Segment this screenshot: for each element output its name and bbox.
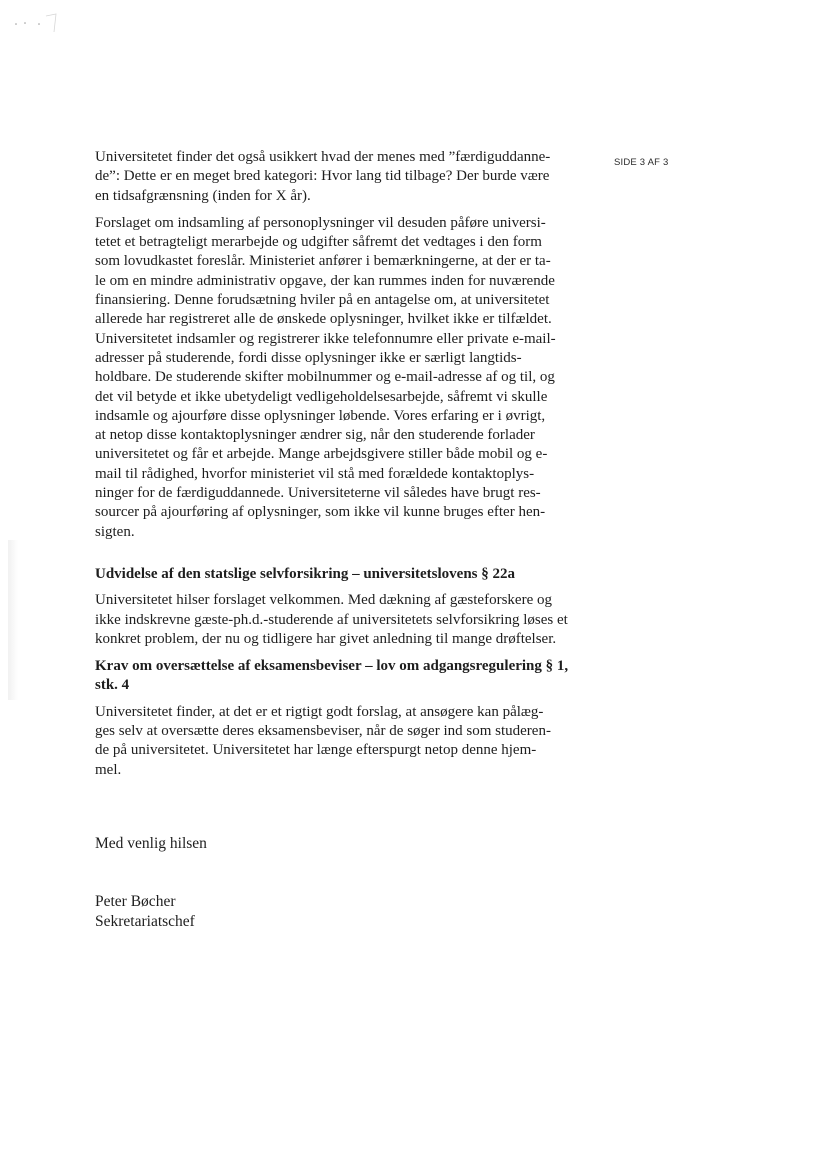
closing-greeting: Med venlig hilsen (95, 835, 207, 852)
text-line: det vil betyde et ikke ubetydeligt vedligeholdelsesarbejde, såfremt vi skulle (95, 388, 548, 405)
text-line: som lovudkastet foreslår. Ministeriet anfører i bemærkningerne, at der er ta- (95, 253, 551, 270)
signatory-title: Sekretariatschef (95, 913, 195, 930)
signatory-name: Peter Bøcher (95, 893, 176, 910)
paragraph-personal-data (95, 214, 585, 542)
paragraph-definition-concern (95, 148, 585, 206)
text-line: sourcer på ajourføring af oplysninger, som ikke vil kunne bruges efter hen- (95, 504, 546, 521)
text-line: en tidsafgrænsning (inden for X år). (95, 187, 311, 204)
text-line: allerede har registreret alle de ønskede oplysninger, hvilket ikke er tilfældet. (95, 311, 552, 328)
text-line: de”: Dette er en meget bred kategori: Hvor lang tid tilbage? Der burde være (95, 168, 550, 185)
text-line: konkret problem, der nu og tidligere har givet anledning til mange drøftelser. (95, 630, 557, 647)
text-line: Universitetet finder, at det er et rigtigt godt forslag, at ansøgere kan pålæg- (95, 703, 544, 720)
section-spacer (95, 550, 585, 565)
text-line: Universitetet indsamler og registrerer ikke telefonnumre eller private e-mail- (95, 330, 556, 347)
text-line: indsamle og ajourføre disse oplysninger løbende. Vores erfaring er i øvrigt, (95, 407, 546, 424)
text-line: le om en mindre administrativ opgave, der kan rummes inden for nuværende (95, 272, 555, 289)
signature-block (95, 892, 195, 932)
section-heading-self-insurance: Udvidelse af den statslige selvforsikring – universitetslovens § 22a (95, 565, 515, 582)
section-heading-translation (95, 657, 585, 696)
text-line: sigten. (95, 523, 135, 540)
text-line: Universitetet finder det også usikkert hvad der menes med ”færdiguddanne- (95, 149, 551, 165)
text-line: ges selv at oversætte deres eksamensbeviser, når de søger ind som studeren- (95, 723, 551, 740)
text-line: mel. (95, 761, 122, 778)
text-line: Universitetet hilser forslaget velkommen. Med dækning af gæsteforskere og (95, 592, 552, 609)
text-line: adresser på studerende, fordi disse oplysninger ikke er særligt langtids- (95, 349, 522, 366)
heading-line: Krav om oversættelse af eksamensbeviser – lov om adgangsregulering § 1, (95, 658, 569, 675)
text-line: holdbare. De studerende skifter mobilnummer og e-mail-adresse af og til, og (95, 369, 555, 386)
paragraph-self-insurance (95, 591, 585, 649)
scan-edge-shadow (8, 540, 18, 700)
letter-body (95, 148, 585, 788)
text-line: tetet et betragteligt merarbejde og udgifter såfremt det vedtages i den form (95, 234, 542, 251)
text-line: finansiering. Denne forudsætning hviler på en antagelse om, at universitetet (95, 292, 550, 309)
scan-artifact-marks (12, 10, 62, 34)
heading-line: stk. 4 (95, 677, 130, 694)
text-line: mail til rådighed, hvorfor ministeriet vil stå med forældede kontaktoplys- (95, 465, 535, 482)
text-line: Forslaget om indsamling af personoplysninger vil desuden påføre universi- (95, 214, 546, 231)
page-number: SIDE 3 AF 3 (614, 157, 669, 168)
text-line: ninger for de færdiguddannede. Universiteterne vil således have brugt res- (95, 485, 541, 502)
text-line: ikke indskrevne gæste-ph.d.-studerende af universitetets selvforsikring løses et (95, 611, 568, 628)
paragraph-translation (95, 703, 585, 780)
text-line: universitetet og får et arbejde. Mange arbejdsgivere stiller både mobil og e- (95, 446, 548, 463)
text-line: at netop disse kontaktoplysninger ændrer sig, når den studerende forlader (95, 427, 535, 444)
text-line: de på universitetet. Universitetet har længe efterspurgt netop denne hjem- (95, 742, 537, 759)
